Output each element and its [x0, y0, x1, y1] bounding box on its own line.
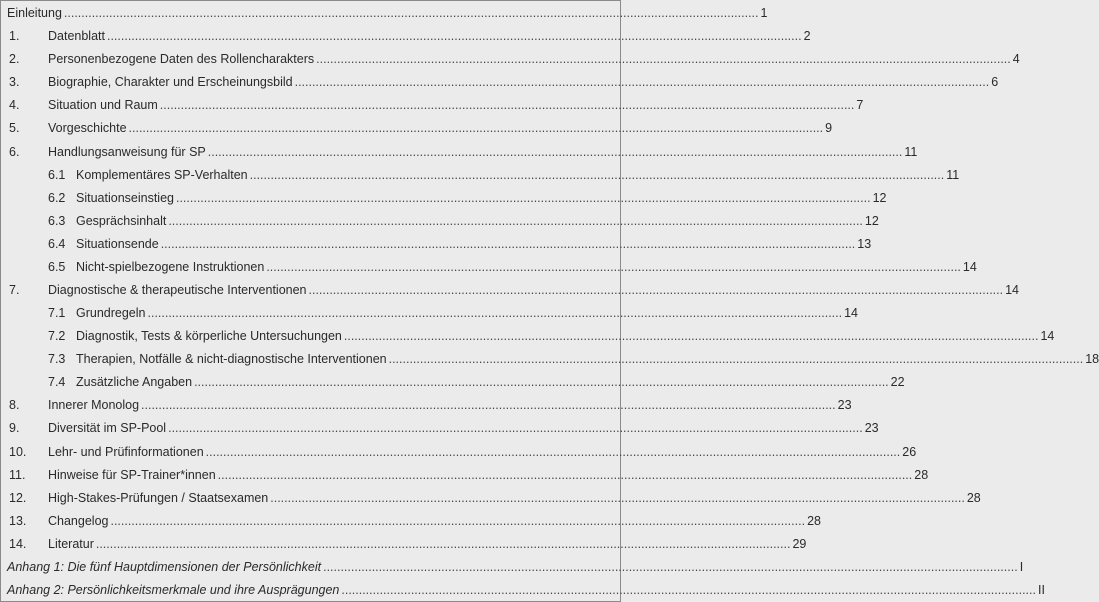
toc-entry-4[interactable] [1, 94, 864, 116]
toc-entry-title: Anhang 1: Die fünf Hauptdimensionen der Persönlichkeit [7, 560, 322, 574]
toc-entry-title: Situation und Raum [48, 98, 158, 112]
toc-entry-number: 7.2 [48, 329, 66, 343]
toc-entry-page: 11 [946, 168, 960, 182]
toc-leader-dots: ........................................................................................................................................................................................................ [106, 29, 802, 43]
toc-entry-6-2[interactable] [1, 187, 887, 209]
toc-entry-page: 23 [837, 398, 852, 412]
toc-entry-title: Gesprächsinhalt [76, 214, 167, 228]
toc-entry-6-1[interactable] [1, 164, 960, 186]
toc-entry-13[interactable] [1, 510, 821, 532]
toc-entry-title: Handlungsanweisung für SP [48, 145, 206, 159]
toc-entry-number: 10. [9, 445, 27, 459]
toc-entry-title: Innerer Monolog [48, 398, 140, 412]
toc-leader-dots: ........................................................................................................................................................................................................ [175, 191, 871, 205]
toc-entry-page: 28 [807, 514, 821, 528]
toc-leader-dots: ........................................................................................................................................................................................................ [294, 75, 990, 89]
toc-entry-title: Biographie, Charakter und Erscheinungsbild [48, 75, 293, 89]
toc-entry-title: Therapien, Notfälle & nicht-diagnostische Interventionen [76, 352, 387, 366]
toc-entry-title: Vorgeschichte [48, 121, 127, 135]
toc-entry-page: 12 [864, 214, 879, 228]
toc-entry-page: 1 [760, 6, 768, 20]
toc-leader-dots: ........................................................................................................................................................................................................ [95, 537, 791, 551]
toc-entry-page: 9 [825, 121, 833, 135]
toc-entry-10[interactable] [1, 441, 917, 463]
toc-leader-dots: ........................................................................................................................................................................................................ [270, 491, 965, 505]
toc-entry-title: Lehr- und Prüfinformationen [48, 445, 204, 459]
toc-entry-12[interactable] [1, 487, 981, 509]
toc-entry-einleitung[interactable] [1, 2, 768, 24]
toc-leader-dots: ........................................................................................................................................................................................................ [194, 375, 889, 389]
toc-entry-7[interactable] [1, 279, 1019, 301]
toc-entry-6-3[interactable] [1, 210, 879, 232]
toc-entry-number: 6.5 [48, 260, 66, 274]
toc-leader-dots: ........................................................................................................................................................................................................ [147, 306, 843, 320]
toc-entry-title: Personenbezogene Daten des Rollencharakters [48, 52, 315, 66]
toc-entry-page: 26 [902, 445, 917, 459]
toc-entry-number: 6.4 [48, 237, 66, 251]
toc-entry-page: 14 [844, 306, 858, 320]
toc-entry-page: 14 [1005, 283, 1019, 297]
toc-entry-page: 14 [962, 260, 977, 274]
toc-entry-page: II [1037, 583, 1045, 597]
toc-entry-title: Nicht-spielbezogene Instruktionen [76, 260, 265, 274]
toc-leader-dots: ........................................................................................................................................................................................................ [308, 283, 1004, 297]
toc-entry-6-5[interactable] [1, 256, 977, 278]
toc-leader-dots: ........................................................................................................................................................................................................ [266, 260, 961, 274]
toc-leader-dots: ........................................................................................................................................................................................................ [323, 560, 1018, 574]
toc-entry-7-4[interactable] [1, 371, 905, 393]
toc-leader-dots: ........................................................................................................................................................................................................ [63, 6, 759, 20]
toc-entry-page: 28 [966, 491, 981, 505]
toc-entry-number: 13. [9, 514, 27, 528]
toc-entry-page: 14 [1040, 329, 1055, 343]
toc-leader-dots: ........................................................................................................................................................................................................ [207, 145, 903, 159]
toc-entry-page: 18 [1085, 352, 1099, 366]
toc-entry-6[interactable] [1, 141, 918, 163]
toc-entry-number: 1. [9, 29, 20, 43]
toc-entry-number: 6.1 [48, 168, 66, 182]
toc-entry-number: 6.3 [48, 214, 66, 228]
toc-entry-page: 13 [857, 237, 872, 251]
toc-entry-number: 14. [9, 537, 27, 551]
toc-leader-dots: ........................................................................................................................................................................................................ [343, 329, 1039, 343]
toc-entry-5[interactable] [1, 117, 833, 139]
toc-entry-page: 7 [856, 98, 864, 112]
toc-entry-number: 7. [9, 283, 20, 297]
toc-entry-page: 11 [904, 145, 918, 159]
toc-leader-dots: ........................................................................................................................................................................................................ [341, 583, 1036, 597]
toc-entry-number: 11. [9, 468, 26, 482]
toc-leader-dots: ........................................................................................................................................................................................................ [141, 398, 836, 412]
toc-entry-11[interactable] [1, 464, 929, 486]
toc-entry-page: 6 [991, 75, 999, 89]
toc-entry-title: Diversität im SP-Pool [48, 421, 167, 435]
toc-leader-dots: ........................................................................................................................................................................................................ [168, 421, 863, 435]
toc-entry-title: Changelog [48, 514, 109, 528]
toc-entry-number: 7.4 [48, 375, 66, 389]
toc-entry-page: 28 [914, 468, 929, 482]
toc-entry-page: 29 [792, 537, 807, 551]
toc-entry-title: Situationseinstieg [76, 191, 174, 205]
toc-entry-number: 9. [9, 421, 20, 435]
toc-entry-title: Situationsende [76, 237, 159, 251]
toc-leader-dots: ........................................................................................................................................................................................................ [159, 98, 855, 112]
toc-leader-dots: ........................................................................................................................................................................................................ [160, 237, 856, 251]
toc-entry-number: 7.1 [48, 306, 66, 320]
toc-entry-number: 4. [9, 98, 20, 112]
toc-entry-number: 12. [9, 491, 27, 505]
toc-entry-title: Komplementäres SP-Verhalten [76, 168, 248, 182]
toc-entry-number: 7.3 [48, 352, 66, 366]
toc-entry-6-4[interactable] [1, 233, 872, 255]
toc-entry-number: 2. [9, 52, 20, 66]
toc-entry-title: Diagnostik, Tests & körperliche Untersuchungen [76, 329, 342, 343]
toc-entry-7-2[interactable] [1, 325, 1055, 347]
toc-entry-page: 4 [1012, 52, 1020, 66]
toc-leader-dots: ........................................................................................................................................................................................................ [168, 214, 863, 228]
toc-leader-dots: ........................................................................................................................................................................................................ [316, 52, 1011, 66]
toc-entry-title: Datenblatt [48, 29, 105, 43]
toc-entry-page: I [1019, 560, 1024, 574]
toc-entry-page: 22 [890, 375, 905, 389]
toc-entry-number: 6.2 [48, 191, 66, 205]
toc-entry-title: Grundregeln [76, 306, 146, 320]
toc-entry-title: High-Stakes-Prüfungen / Staatsexamen [48, 491, 269, 505]
toc-entry-14[interactable] [1, 533, 807, 555]
toc-leader-dots: ........................................................................................................................................................................................................ [217, 468, 913, 482]
toc-entry-2[interactable] [1, 48, 1020, 70]
toc-entry-anhang-1[interactable] [1, 556, 1024, 578]
toc-entry-title: Literatur [48, 537, 94, 551]
toc-leader-dots: ........................................................................................................................................................................................................ [249, 168, 945, 182]
toc-entry-title: Anhang 2: Persönlichkeitsmerkmale und ihre Ausprägungen [7, 583, 340, 597]
toc-entry-page: 2 [803, 29, 811, 43]
toc-entry-7-1[interactable] [1, 302, 858, 324]
toc-entry-number: 8. [9, 398, 20, 412]
toc-entry-title: Einleitung [7, 6, 62, 20]
toc-entry-9[interactable] [1, 417, 879, 439]
toc-entry-number: 6. [9, 145, 20, 159]
toc-entry-8[interactable] [1, 394, 852, 416]
toc-entry-7-3[interactable] [1, 348, 1099, 370]
toc-entry-title: Diagnostische & therapeutische Interventionen [48, 283, 307, 297]
toc-entry-anhang-2[interactable] [1, 579, 1045, 601]
toc-entry-page: 12 [872, 191, 887, 205]
toc-entry-page: 23 [864, 421, 879, 435]
toc-entry-title: Zusätzliche Angaben [76, 375, 193, 389]
toc-leader-dots: ........................................................................................................................................................................................................ [205, 445, 901, 459]
toc-leader-dots: ........................................................................................................................................................................................................ [128, 121, 824, 135]
toc-entry-number: 5. [9, 121, 20, 135]
toc-entry-1[interactable] [1, 25, 811, 47]
toc-entry-title: Hinweise für SP-Trainer*innen [48, 468, 216, 482]
toc-leader-dots: ........................................................................................................................................................................................................ [388, 352, 1084, 366]
toc-leader-dots: ........................................................................................................................................................................................................ [110, 514, 806, 528]
toc-entry-number: 3. [9, 75, 20, 89]
toc-entry-3[interactable] [1, 71, 999, 93]
